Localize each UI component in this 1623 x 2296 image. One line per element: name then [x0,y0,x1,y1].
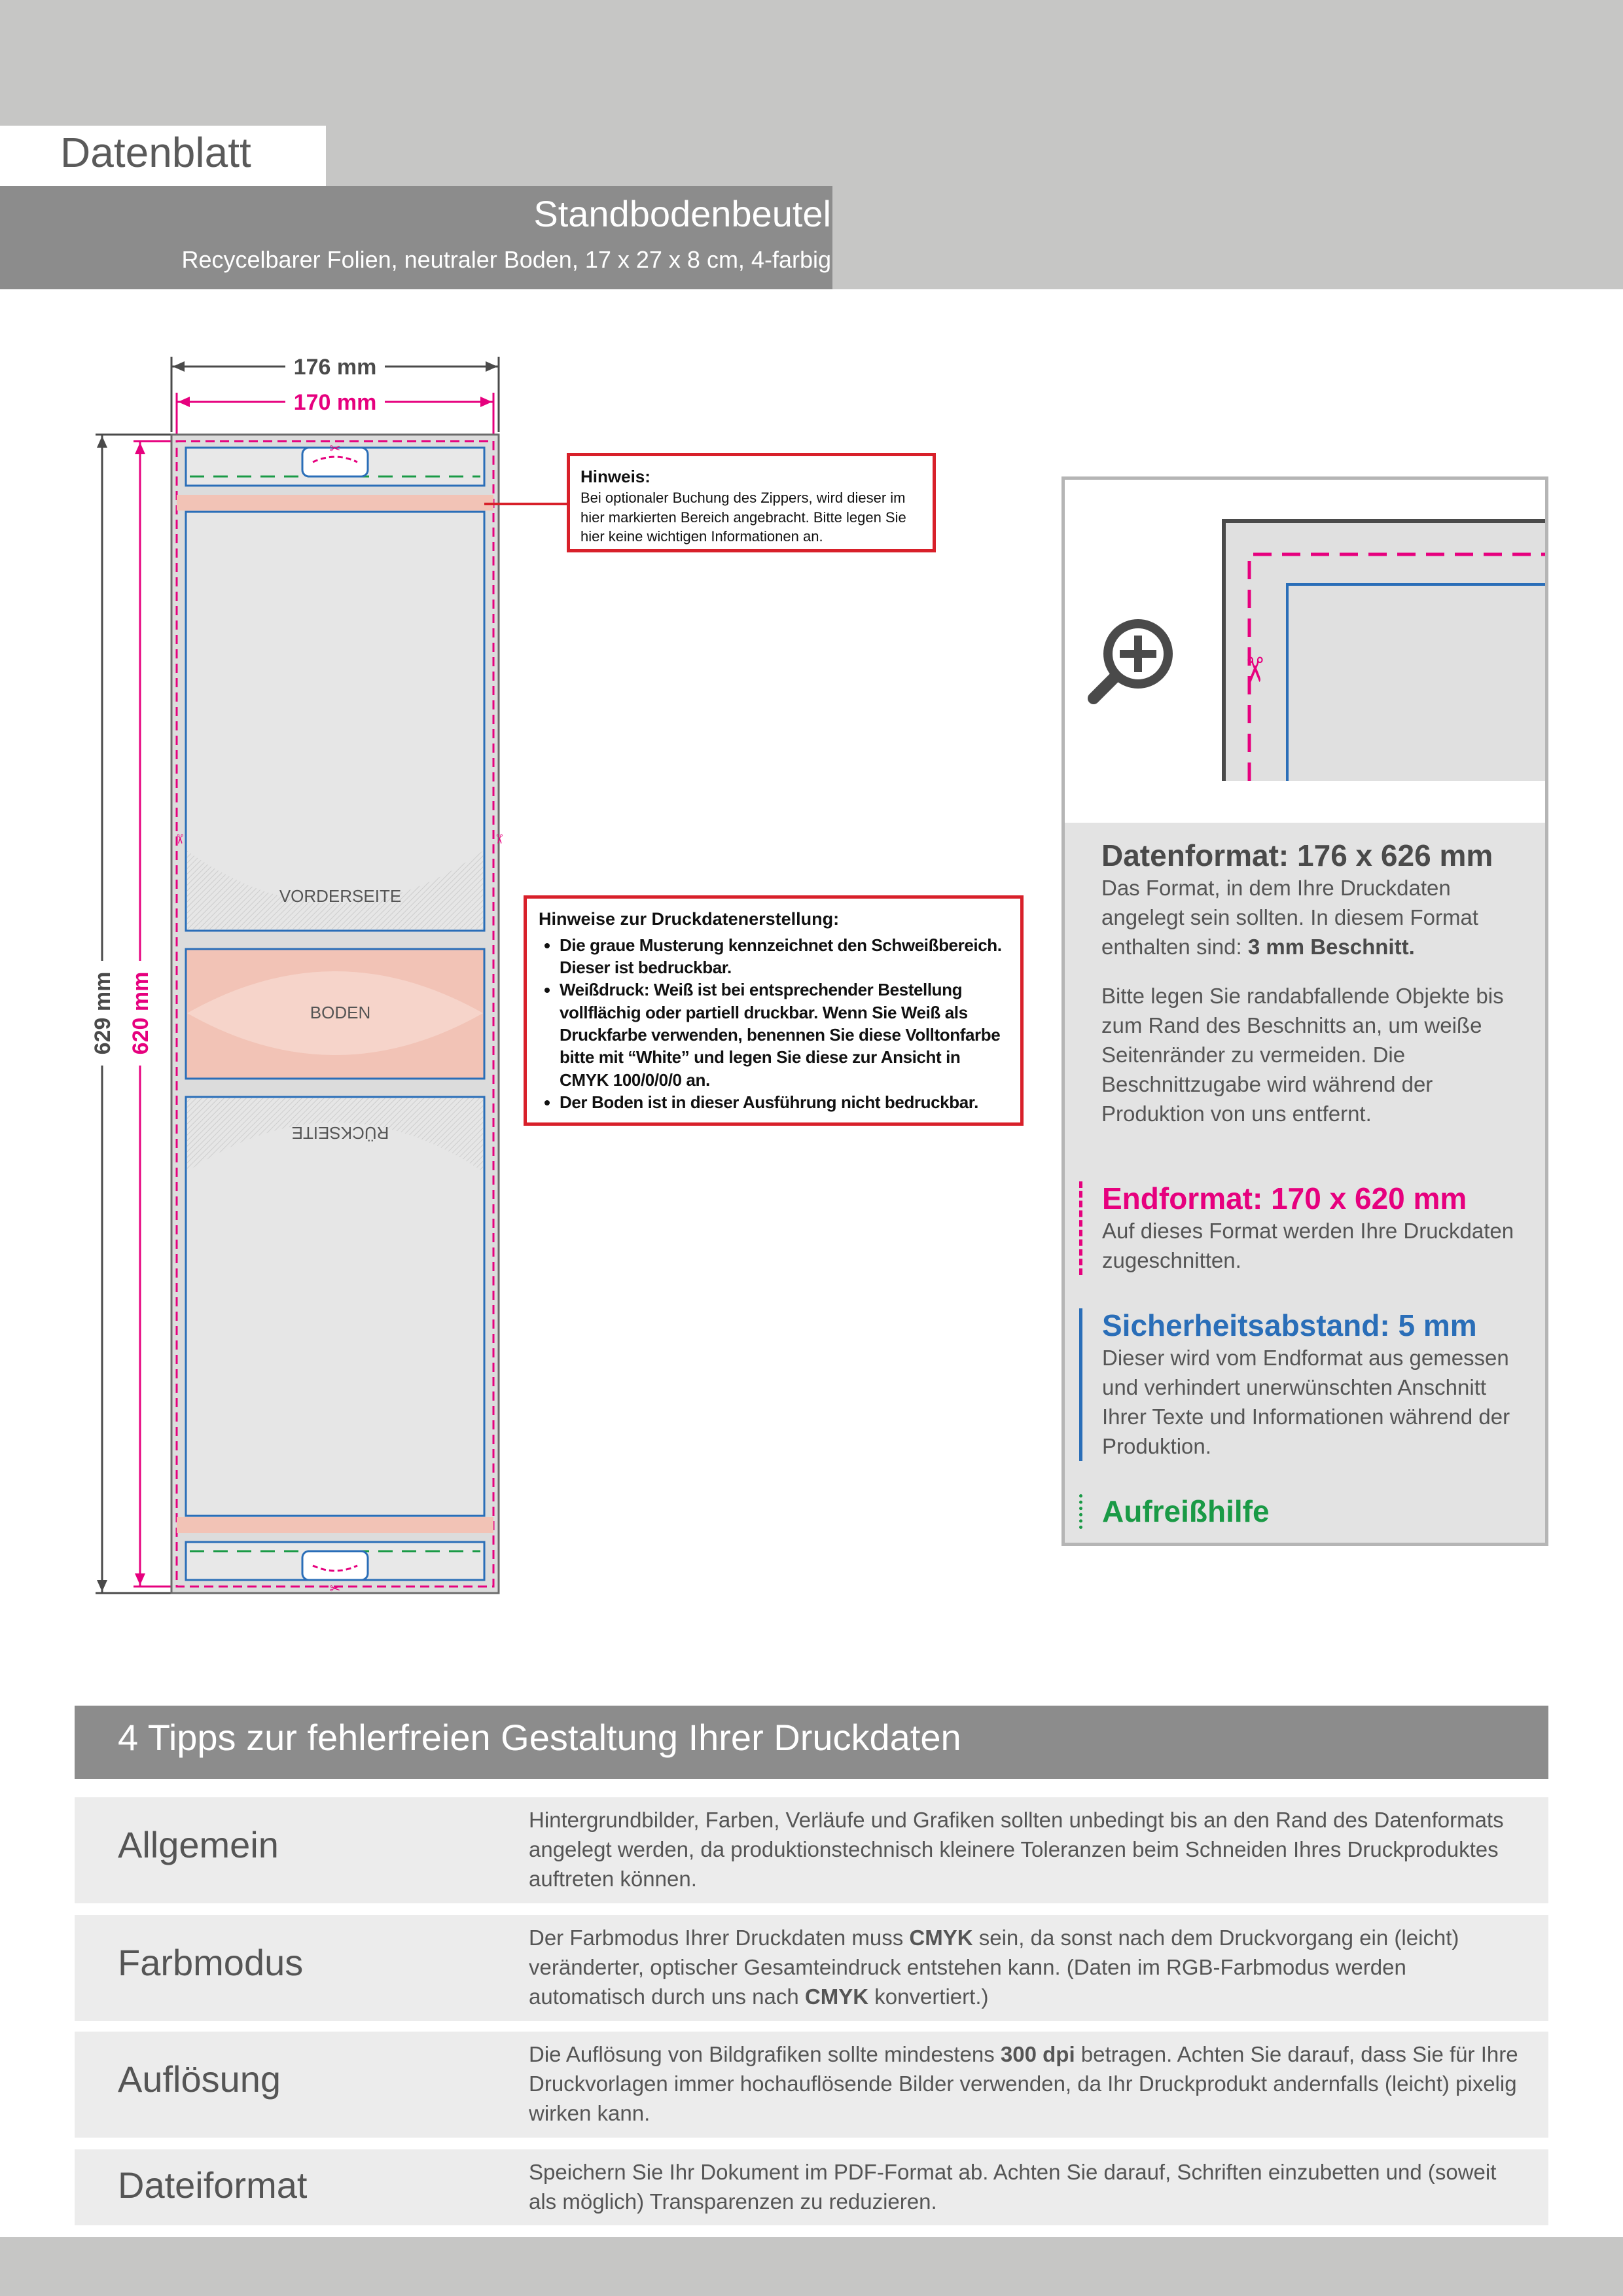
height-total-label: 629 mm [90,971,115,1055]
datenformat-section [1101,838,1533,1128]
front-panel [186,512,484,931]
dimension-width-final [177,387,493,436]
datenformat-text-2: Bitte legen Sie randabfallende Objekte bis zum Rand des Beschnitts an, um weiße Seitenränder zu vermeiden. Die Beschnittzugabe wird während der Produktion von uns entfernt. [1101,983,1504,1126]
print-notes-title: Hinweise zur Druckdatenerstellung: [539,909,840,929]
tip-label: Dateiformat [118,2164,308,2206]
tip-row-farbmodus [75,1915,1548,2021]
sicherheit-section [1079,1308,1527,1461]
datenformat-text: Das Format, in dem Ihre Druckdaten angelegt sein sollten. In diesem Format enthalten sind: 3 mm Beschnitt. [1101,875,1478,959]
tip-text: Speichern Sie Ihr Dokument im PDF-Format ab. Achten Sie darauf, Schriften einzubetten und (soweit als möglich) Transparenzen zu reduzieren. [529,2160,1497,2214]
tip-text: Die Auflösung von Bildgrafiken sollte mindestens 300 dpi betragen. Achten Sie darauf, dass Sie für Ihre Druckvorlagen immer hochauflösende Bilder verwenden, da Ihr Druckprodukt andernfalls (leicht) pixelig wirken kann. [529,2042,1518,2125]
zipper-note-title: Hinweis: [580,467,651,486]
front-panel-label: VORDERSEITE [279,886,402,906]
endformat-section [1079,1181,1527,1275]
back-panel-label: RÜCKSEITE [291,1123,389,1143]
aufreiss-section [1079,1494,1527,1529]
doc-title: Datenblatt [60,129,251,176]
aufreiss-title: Aufreißhilfe [1102,1494,1270,1528]
tip-row-dateiformat [75,2149,1548,2225]
scissors-icon: ✂ [1235,655,1273,684]
width-total-label: 176 mm [293,355,377,380]
product-subtitle: Recycelbarer Folien, neutraler Boden, 17 x 27 x 8 cm, 4-farbig [181,246,831,273]
tip-label: Farbmodus [118,1942,304,1983]
tip-label: Auflösung [118,2058,281,2100]
endformat-text: Auf dieses Format werden Ihre Druckdaten zugeschnitten. [1102,1218,1514,1272]
zipper-note [567,453,936,552]
tip-text: Hintergrundbilder, Farben, Verläufe und Grafiken sollten unbedingt bis an den Rand des Datenformats angelegt werden, da produktionstechnisch kleinere Toleranzen beim Schneiden Ihres Druckproduktes auftreten können. [529,1808,1504,1891]
tips-title: 4 Tipps zur fehlerfreien Gestaltung Ihrer Druckdaten [118,1717,961,1758]
datenformat-title: Datenformat: 176 x 626 mm [1101,838,1493,872]
tip-label: Allgemein [118,1824,279,1865]
tip-row-aufloesung [75,2032,1548,2138]
bottom-panel-label: BODEN [310,1003,371,1022]
zipper-note-text: Bei optionaler Buchung des Zippers, wird dieser im hier markierten Bereich angebracht. Bitte legen Sie hier keine wichtigen Informationen an. [580,490,906,545]
back-panel [186,1097,484,1516]
svg-text:✂: ✂ [329,442,341,456]
svg-text:✂: ✂ [491,833,506,845]
print-notes [524,895,1024,1126]
corner-detail [1222,519,1545,781]
print-note-item: • Weißdruck: Weiß ist bei entsprechender Bestellung vollflächig oder partiell druckbar. Wenn Sie Weiß als Druckfarbe verwenden, benennen Sie diese Volltonfarbe bitte mit “White” und legen Sie diese zur Ansicht in CMYK 100/0/0/0 an. [560,978,1008,1091]
sicherheit-title: Sicherheitsabstand: 5 mm [1102,1308,1477,1342]
info-panel [1061,476,1548,1546]
zipper-zone [177,495,493,511]
print-note-item: • Die graue Musterung kennzeichnet den Schweißbereich. Dieser ist bedruckbar. [560,934,1008,979]
tip-text: Der Farbmodus Ihrer Druckdaten muss CMYK sein, da sonst nach dem Druckvorgang ein (leicht) veränderter, optischer Gesamteindruck entstehen kann. (Daten im RGB-Farbmodus werden automatisch durch uns nach CMYK konvertiert.) [529,1926,1459,2009]
dimension-height-final [127,441,178,1587]
product-title: Standbodenbeutel [533,193,831,234]
print-note-item: • Der Boden ist in dieser Ausführung nicht bedruckbar. [560,1091,1008,1113]
hang-hole-bottom [302,1551,368,1580]
tip-row-allgemein [75,1797,1548,1903]
endformat-title: Endformat: 170 x 620 mm [1102,1181,1467,1215]
width-final-label: 170 mm [293,390,377,415]
svg-text:✂: ✂ [329,1582,341,1596]
svg-text:✂: ✂ [172,833,187,845]
zoom-icon [1094,624,1168,698]
sicherheit-text: Dieser wird vom Endformat aus gemessen und verhindert unerwünschten Anschnitt Ihrer Texte und Informationen während der Produktion. [1102,1345,1510,1458]
zoom-detail [1065,480,1545,823]
footer-band [0,2237,1623,2296]
height-final-label: 620 mm [128,971,153,1055]
